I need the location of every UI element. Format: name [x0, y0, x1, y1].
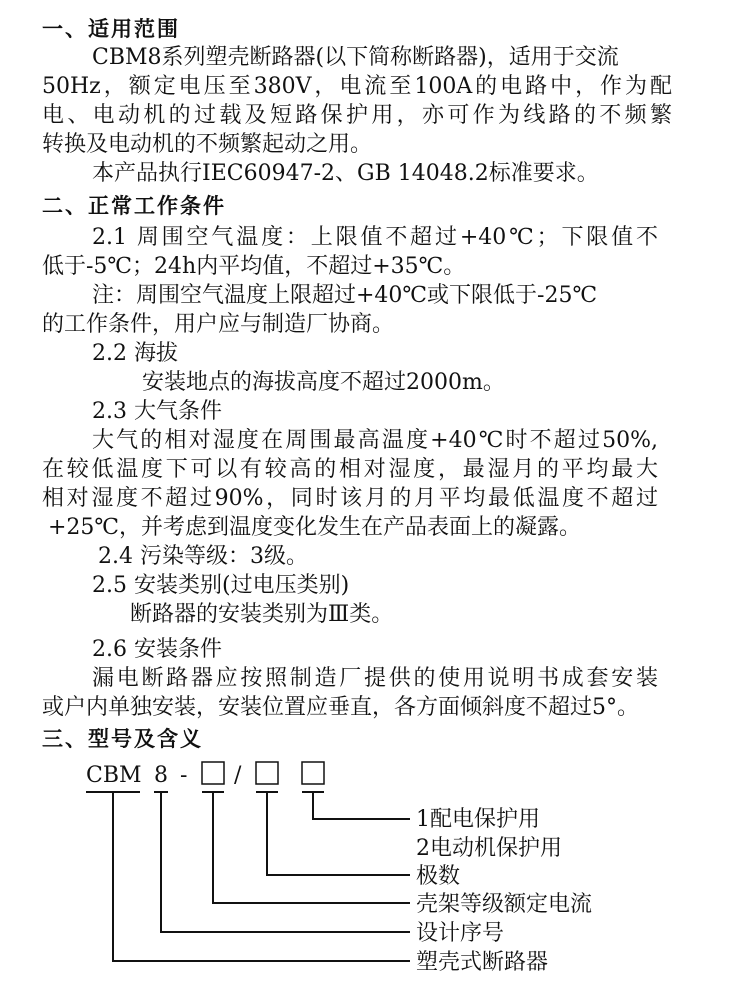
section-2-line-2: 低于-5℃；24h内平均值，不超过+35℃。: [42, 254, 466, 279]
label-poles: 极数: [416, 864, 461, 889]
section-2-line-7: 2.3 大气条件: [92, 399, 222, 424]
section-2-line-14: 断路器的安装类别为Ⅲ类。: [130, 602, 394, 627]
section-2-line-3: 注：周围空气温度上限超过+40℃或下限低于-25℃: [92, 283, 598, 308]
label-design-number: 设计序号: [416, 921, 505, 946]
section-2-line-9: 在较低温度下可以有较高的相对湿度，最湿月的平均最大: [42, 457, 658, 482]
section-2-line-1: 2.1 周围空气温度：上限值不超过+40℃；下限值不: [92, 225, 658, 250]
section-2-line-4: 的工作条件，用户应与制造厂协商。: [42, 312, 395, 337]
section-1-line-3: 电、电动机的过载及短路保护用，亦可作为线路的不频繁: [42, 103, 672, 128]
label-mccb: 塑壳式断路器: [416, 950, 549, 975]
model-designation-diagram: [0, 758, 730, 998]
section-3-heading: 三、型号及含义: [42, 727, 203, 751]
section-2-line-15: 2.6 安装条件: [92, 637, 222, 662]
label-motor-protection: 2电动机保护用: [416, 836, 562, 861]
model-dash: -: [180, 763, 188, 788]
model-number: 8: [154, 763, 168, 788]
section-1-line-5: 本产品执行IEC60947-2、GB 14048.2标准要求。: [92, 161, 599, 186]
model-slash: /: [234, 763, 242, 788]
section-2-line-8: 大气的相对湿度在周围最高温度+40℃时不超过50%,: [92, 428, 658, 453]
number-connector: [161, 792, 410, 932]
frame-connector: [213, 792, 410, 903]
frame-current-box: [202, 762, 224, 784]
section-2-heading: 二、正常工作条件: [42, 194, 226, 218]
section-1-line-4: 转换及电动机的不频繁起动之用。: [42, 132, 373, 157]
section-2-line-10: 相对湿度不超过90%，同时该月的月平均最低温度不超过: [42, 486, 658, 511]
usage-connector: [313, 792, 410, 819]
section-1-line-1: CBM8系列塑壳断路器(以下简称断路器)，适用于交流: [92, 45, 619, 70]
section-2-line-11: +25℃，并考虑到温度变化发生在产品表面上的凝露。: [48, 515, 582, 540]
section-1-heading: 一、适用范围: [42, 17, 180, 41]
section-2-line-6: 安装地点的海拔高度不超过2000m。: [142, 370, 505, 395]
section-2-line-12: 2.4 污染等级：3级。: [98, 544, 308, 569]
model-prefix: CBM: [86, 763, 142, 788]
poles-connector: [267, 792, 410, 875]
section-1-line-2: 50Hz，额定电压至380V，电流至100A的电路中，作为配: [42, 74, 672, 99]
usage-box: [302, 762, 324, 784]
section-2-line-16: 漏电断路器应按照制造厂提供的使用说明书成套安装: [92, 666, 658, 691]
label-frame-rated-current: 壳架等级额定电流: [416, 892, 593, 917]
section-2-line-17: 或户内单独安装，安装位置应垂直，各方面倾斜度不超过5°。: [42, 695, 639, 720]
section-2-line-5: 2.2 海拔: [92, 341, 178, 366]
prefix-connector: [113, 792, 410, 961]
label-distribution-protection: 1配电保护用: [416, 807, 540, 832]
section-2-line-13: 2.5 安装类别(过电压类别): [92, 573, 350, 598]
poles-box: [256, 762, 278, 784]
